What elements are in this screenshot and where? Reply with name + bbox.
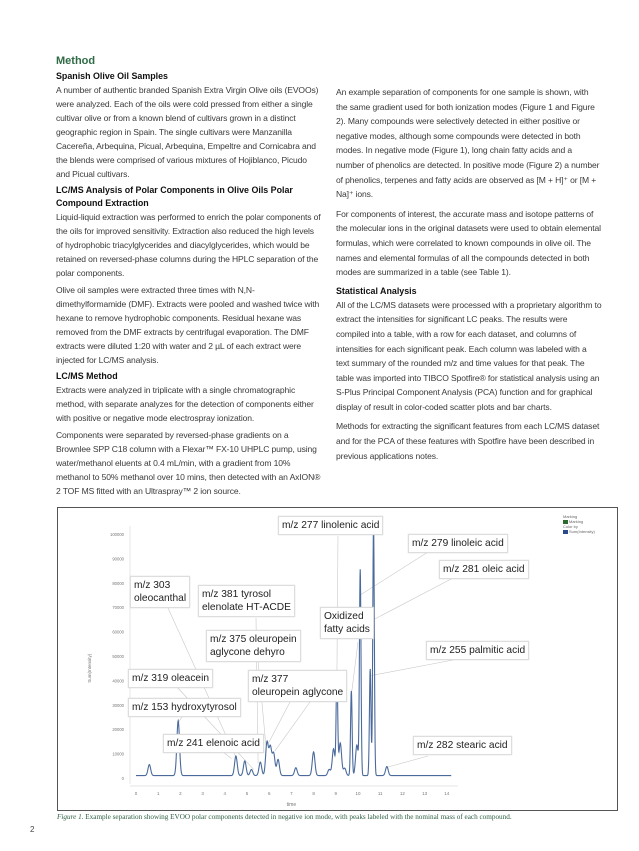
x-tick-label: 2 [179, 791, 182, 796]
y-tick-label: 30000 [112, 702, 124, 708]
right-column [336, 85, 602, 468]
leader-line [337, 536, 338, 676]
y-tick-label: 20000 [112, 727, 124, 733]
y-tick-label: 70000 [112, 605, 124, 611]
x-tick-label: 6 [267, 791, 271, 796]
x-tick-label: 7 [290, 791, 293, 796]
x-tick-label: 4 [223, 791, 227, 796]
peak-label: m/z 241 elenoic acid [163, 734, 264, 753]
y-tick-label: 0 [121, 776, 124, 781]
x-tick-label: 10 [355, 791, 361, 796]
leader-line [268, 702, 290, 744]
peak-label: m/z 303 oleocanthal [130, 576, 190, 608]
peak-label: Oxidized fatty acids [320, 607, 374, 639]
x-tick-label: 11 [377, 791, 383, 796]
x-tick-label: 1 [156, 791, 160, 796]
x-tick-label: 12 [399, 791, 405, 796]
section-heading-method: Method [56, 55, 96, 67]
legend-color-title: Color by [563, 524, 578, 529]
leader-line [371, 660, 453, 676]
legend-color-label: Sum(Intensity) [569, 529, 595, 534]
peak-label: m/z 153 hydroxytyrosol [128, 698, 241, 717]
figure-caption [57, 813, 512, 821]
paragraph: A number of authentic branded Spanish Extra Virgin Olive oils (EVOOs) were analyzed. Each of the oils were cold pressed from either a single cultivar olive or from a known blend of cultivars grown in a distinct geographic region in Spain. The single cultivars were Manzanilla Cacereña, Arbequina, Picual, Arbequina, Empeltre and Cornicabra and the blends were comprised of various mixtures of Hojiblanco, Picudo and Picual cultivars. [56, 85, 319, 179]
x-tick-label: 5 [245, 791, 249, 796]
legend-marking-label: Marking [569, 519, 584, 524]
paragraph: Olive oil samples were extracted three times with N,N-dimethylformamide (DMF). Extracts were pooled and washed twice with hexane to remove hydrophobic components. Residual hexane was removed from the DMF extracts by centrifugal evaporation. The DMF extracts were diluted 1:20 with water and 2 µL of each extract were injected for LC/MS analysis. [56, 285, 320, 365]
leader-line [275, 702, 310, 751]
paragraph: Liquid-liquid extraction was performed to enrich the polar components of the oils for improved sensitivity. Extraction also reduced the high levels of hydrophobic triacylglycerides and diacylglycerides, which would be retained on reversed-phase columns during the HPLC separation of the polar components. [56, 212, 321, 278]
peak-label: m/z 381 tyrosol elenolate HT-ACDE [198, 585, 295, 617]
subheading-lcms-method: LC/MS Method [56, 371, 118, 381]
leader-line [388, 756, 428, 767]
y-tick-label: 90000 [112, 556, 124, 562]
leader-line [374, 578, 453, 619]
x-tick-label: 8 [312, 791, 315, 796]
paragraph: Components were separated by reversed-phase gradients on a Brownlee SPP C18 column with a Flexar™ FX-10 UHPLC pump, using water/methanol eluents at 0.4 mL/min, with a gradient from 10% methanol to 50% methanol over 10 mins, then detected with an AxION® 2 TOF MS fitted with an Ultraspray™ 2 ion source. [56, 430, 321, 496]
y-tick-label: 60000 [112, 629, 124, 635]
peak-label: m/z 277 linolenic acid [278, 516, 383, 535]
y-tick-label: 100000 [110, 532, 124, 537]
subheading-samples: Spanish Olive Oil Samples [56, 71, 168, 81]
legend-marking-title: Marking [563, 514, 578, 519]
caption-text: Example separation showing EVOO polar components detected in negative ion mode, with peaks labeled with the nominal mass of each compound. [83, 813, 512, 821]
page-number: 2 [30, 825, 35, 834]
x-tick-label: 14 [444, 791, 450, 796]
paragraph: For components of interest, the accurate mass and isotope patterns of the molecular ions in the original datasets were used to obtain elemental formulas, which were correlated to known compounds in olive oil. The names and elemental formulas of all the compounds detected in both modes are summarized in a table (see Table 1). [336, 208, 601, 278]
x-axis-label: time [286, 802, 297, 808]
y-tick-label: 10000 [112, 751, 124, 757]
paragraph: All of the LC/MS datasets were processed with a proprietary algorithm to extract the intensities for significant LC peaks. The results were compiled into a table, with a row for each dataset, and columns of intensities for each significant peak. Each column was labeled with a text summary of the rounded m/z and time values for that peak. The table was imported into TIBCO Spotfire® for statistical analysis using an S-Plus Principal Component Analysis (PCA) function and for graphical display of result in color-coded scatter plots and bar charts. [336, 299, 602, 412]
x-tick-label: 9 [334, 791, 338, 796]
paragraph: An example separation of components for one sample is shown, with the same gradient used for both ionization modes (Figure 1 and Figure 2). Many compounds were selectively detected in either positive or negative modes, although some compounds were detected in both modes. In negative mode (Figure 1), long chain fatty acids and a number of phenolics are detected. In positive mode (Figure 2) a number of phenolics, terpenes and fatty acids are observed as [M + H]⁺ or [M + Na]⁺ ions. [336, 87, 600, 200]
legend-color-item [563, 529, 595, 534]
y-tick-label: 50000 [112, 654, 124, 659]
peak-label: m/z 282 stearic acid [413, 736, 512, 755]
x-tick-label: 13 [422, 791, 428, 796]
leader-line [351, 642, 358, 695]
y-axis-label: Sum(Intensity) [87, 653, 92, 683]
y-tick-label: 40000 [112, 678, 124, 684]
subheading-statistical-analysis: Statistical Analysis [336, 285, 417, 296]
paragraph: Methods for extracting the significant features from each LC/MS dataset and for the PCA of these features with Spotfire have been described in previous applications notes. [336, 421, 600, 461]
peak-label: m/z 319 oleacein [128, 669, 213, 688]
peak-label: m/z 377 oleuropein aglycone [248, 670, 347, 702]
x-tick-label: 3 [201, 791, 204, 796]
x-tick-label: 0 [134, 791, 138, 796]
peak-label: m/z 255 palmitic acid [426, 641, 529, 660]
caption-label: Figure 1. [57, 813, 84, 821]
leader-line [360, 552, 428, 595]
left-column [56, 55, 322, 501]
figure-chromatogram [57, 507, 618, 811]
peak-label: m/z 281 oleic acid [439, 560, 529, 579]
paragraph: Extracts were analyzed in triplicate with a single chromatographic method, with separate analyzes for the detection of components either with positive or negative mode electrospray ionization. [56, 385, 314, 423]
peak-label: m/z 279 linoleic acid [408, 534, 508, 553]
chromatogram-chart [58, 508, 619, 812]
chart-legend [563, 514, 595, 534]
legend-swatch [563, 530, 568, 534]
y-tick-label: 80000 [112, 580, 124, 586]
subheading-lcms-analysis: LC/MS Analysis of Polar Components in Olive Oils Polar Compound Extraction [56, 185, 293, 208]
peak-label: m/z 375 oleuropein aglycone dehyro [206, 630, 301, 662]
